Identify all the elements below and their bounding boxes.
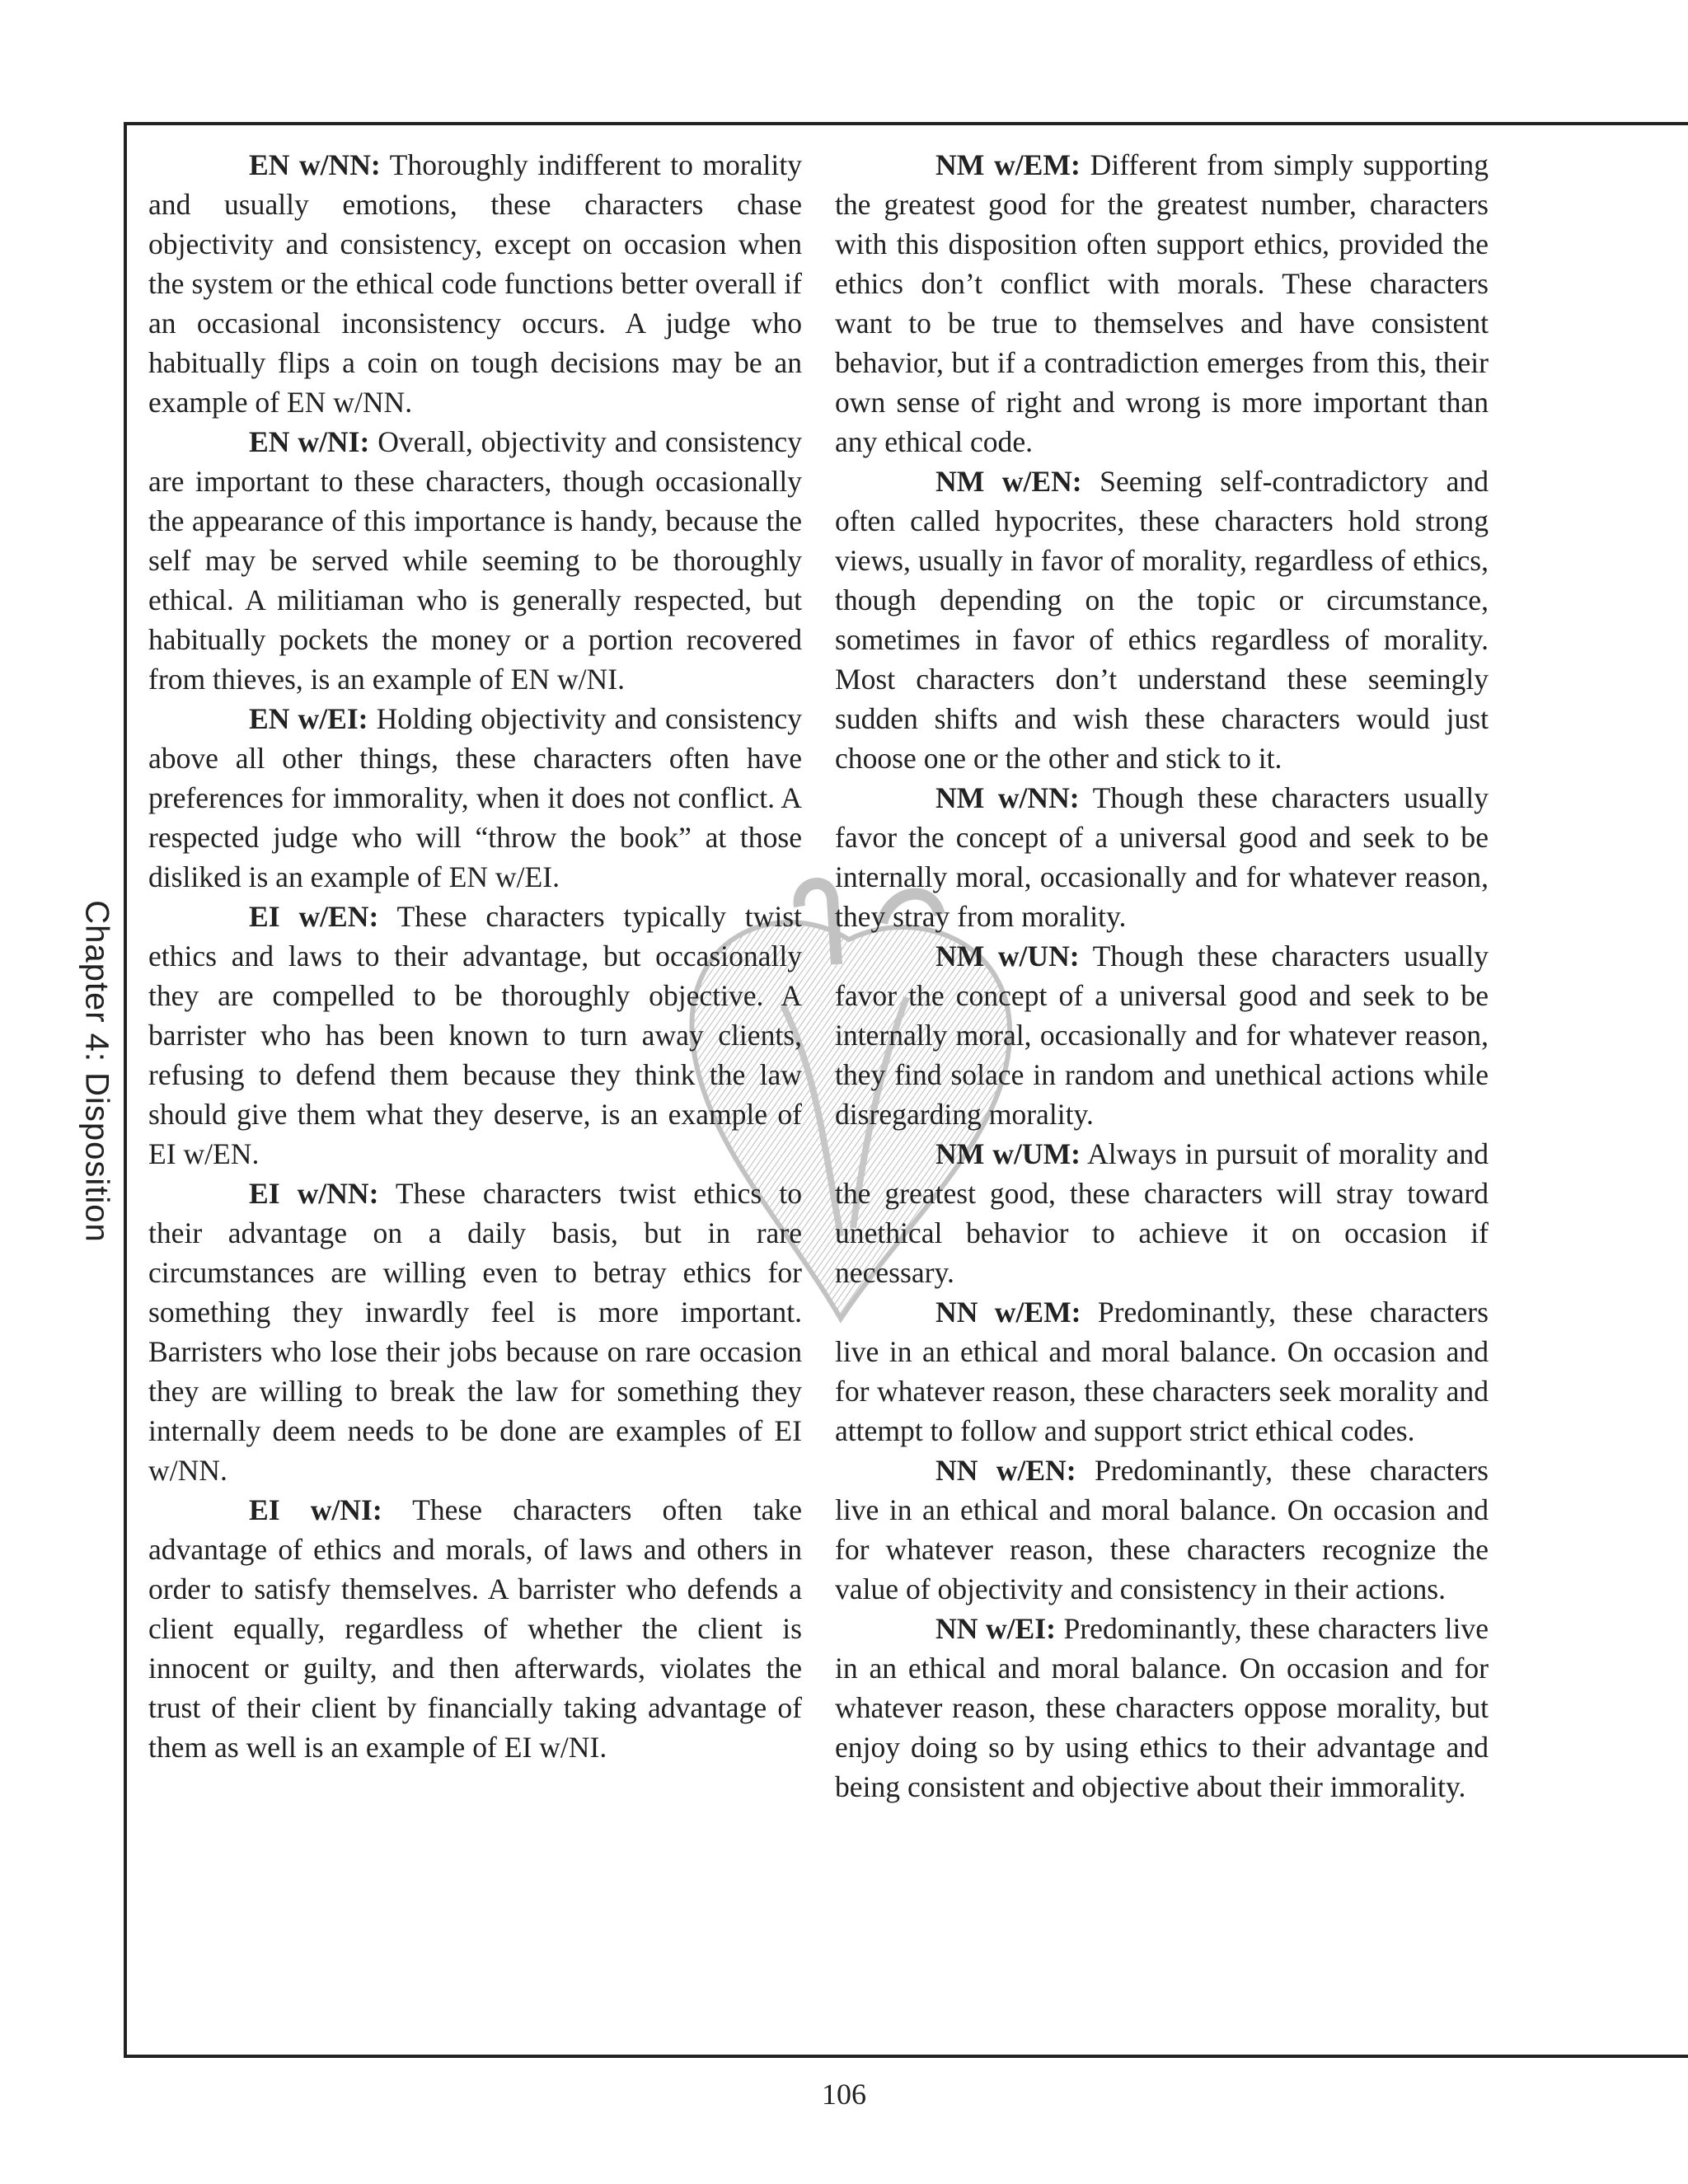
disposition-entry: [835, 462, 1489, 778]
entry-text: Seeming self-contradictory and often called hypocrites, these characters hold strong views, usually in favor of morality, regardless of ethics, though depending on the topic or circumstance, sometimes in favor of ethics regardless of morality. Most characters don’t understand these seemingly sudden shifts and wish these characters would just choose one or the other and stick to it.: [835, 465, 1489, 775]
entry-term: EN w/NI:: [249, 425, 370, 458]
disposition-entry: [148, 422, 802, 699]
disposition-entry: [835, 1134, 1489, 1292]
entry-term: EN w/NN:: [249, 148, 381, 181]
entry-text: These characters typically twist ethics and laws to their advantage, but occasionally they are compelled to be thoroughly objective. A barrister who has been known to turn away clients, refusing to defend them because they think the law should give them what they deserve, is an example of EI w/EN.: [148, 900, 802, 1170]
disposition-entry: [148, 145, 802, 422]
disposition-entry: [835, 145, 1489, 462]
entry-term: NM w/UM:: [935, 1137, 1081, 1170]
entry-text: Holding objectivity and consistency above all other things, these characters often have preferences for immorality, when it does not conflict. A respected judge who will “throw the book” at those disliked is an example of EN w/EI.: [148, 702, 802, 893]
entry-term: NN w/EI:: [935, 1612, 1056, 1645]
page-number: 106: [822, 2078, 866, 2111]
entry-term: NM w/UN:: [935, 940, 1080, 972]
entry-text: Predominantly, these characters live in an ethical and moral balance. On occasion and for whatever reason, these characters seek morality and attempt to follow and support strict ethical codes.: [835, 1296, 1489, 1447]
entry-term: EI w/NN:: [249, 1177, 379, 1210]
page-frame-left-rule: [124, 122, 127, 2057]
entry-text: Different from simply supporting the greatest good for the greatest number, characters with this disposition often support ethics, provided the ethics don’t conflict with morals. These characters want to be true to themselves and have consistent behavior, but if a contradiction emerges from this, their own sense of right and wrong is more important than any ethical code.: [835, 148, 1489, 458]
disposition-entry: [148, 1174, 802, 1490]
disposition-entry: [835, 1292, 1489, 1451]
entry-text: These characters often take advantage of ethics and morals, of laws and others in order to satisfy themselves. A barrister who defends a client equally, regardless of whether the client is innocent or guilty, and then afterwards, violates the trust of their client by financially taking advantage of them as well is an example of EI w/NI.: [148, 1493, 802, 1764]
entry-text: Thoroughly indifferent to morality and usually emotions, these characters chase objectivity and consistency, except on occasion when the system or the ethical code functions better overall if an occasional inconsistency occurs. A judge who habitually flips a coin on tough decisions may be an example of EN w/NN.: [148, 148, 802, 419]
entry-term: EI w/EN:: [249, 900, 379, 933]
disposition-entry: [835, 1451, 1489, 1609]
entry-term: NN w/EN:: [935, 1454, 1076, 1487]
chapter-label: Chapter 4: Disposition: [78, 900, 115, 1243]
disposition-entry: [835, 1609, 1489, 1807]
page-frame-bottom-rule: [124, 2055, 1688, 2058]
disposition-entry: [835, 936, 1489, 1134]
disposition-entry: [835, 778, 1489, 936]
entry-text: These characters twist ethics to their advantage on a daily basis, but in rare circumstances are willing even to betray ethics for something they inwardly feel is more important. Barristers who lose their jobs because on rare occasion they are willing to break the law for something they internally deem needs to be done are examples of EI w/NN.: [148, 1177, 802, 1487]
entry-text: Overall, objectivity and consistency are important to these characters, though occasionally the appearance of this importance is handy, because the self may be served while seeming to be thoroughly ethical. A militiaman who is generally respected, but habitually pockets the money or a portion recovered from thieves, is an example of EN w/NI.: [148, 425, 802, 696]
entry-term: EI w/NI:: [249, 1493, 382, 1526]
disposition-entry: [148, 699, 802, 897]
right-column: [835, 145, 1489, 1807]
entry-text: Predominantly, these characters live in an ethical and moral balance. On occasion and for whatever reason, these characters oppose morality, but enjoy doing so by using ethics to their advantage and being consistent and objective about their immorality.: [835, 1612, 1489, 1803]
entry-term: NM w/EM:: [935, 148, 1081, 181]
entry-text: Predominantly, these characters live in an ethical and moral balance. On occasion and for whatever reason, these characters recognize the value of objectivity and consistency in their actions.: [835, 1454, 1489, 1605]
disposition-entry: [148, 897, 802, 1174]
left-column: [148, 145, 802, 1767]
entry-text: Always in pursuit of morality and the greatest good, these characters will stray toward unethical behavior to achieve it on occasion if necessary.: [835, 1137, 1489, 1289]
entry-term: NM w/EN:: [935, 465, 1082, 498]
entry-term: NN w/EM:: [935, 1296, 1081, 1329]
entry-term: EN w/EI:: [249, 702, 368, 735]
page-frame-top-rule: [124, 122, 1688, 125]
entry-text: Though these characters usually favor the concept of a universal good and seek to be internally moral, occasionally and for whatever reason, they stray from morality.: [835, 781, 1489, 933]
entry-term: NM w/NN:: [935, 781, 1080, 814]
disposition-entry: [148, 1490, 802, 1767]
entry-text: Though these characters usually favor the concept of a universal good and seek to be internally moral, occasionally and for whatever reason, they find solace in random and unethical actions while disregarding morality.: [835, 940, 1489, 1131]
